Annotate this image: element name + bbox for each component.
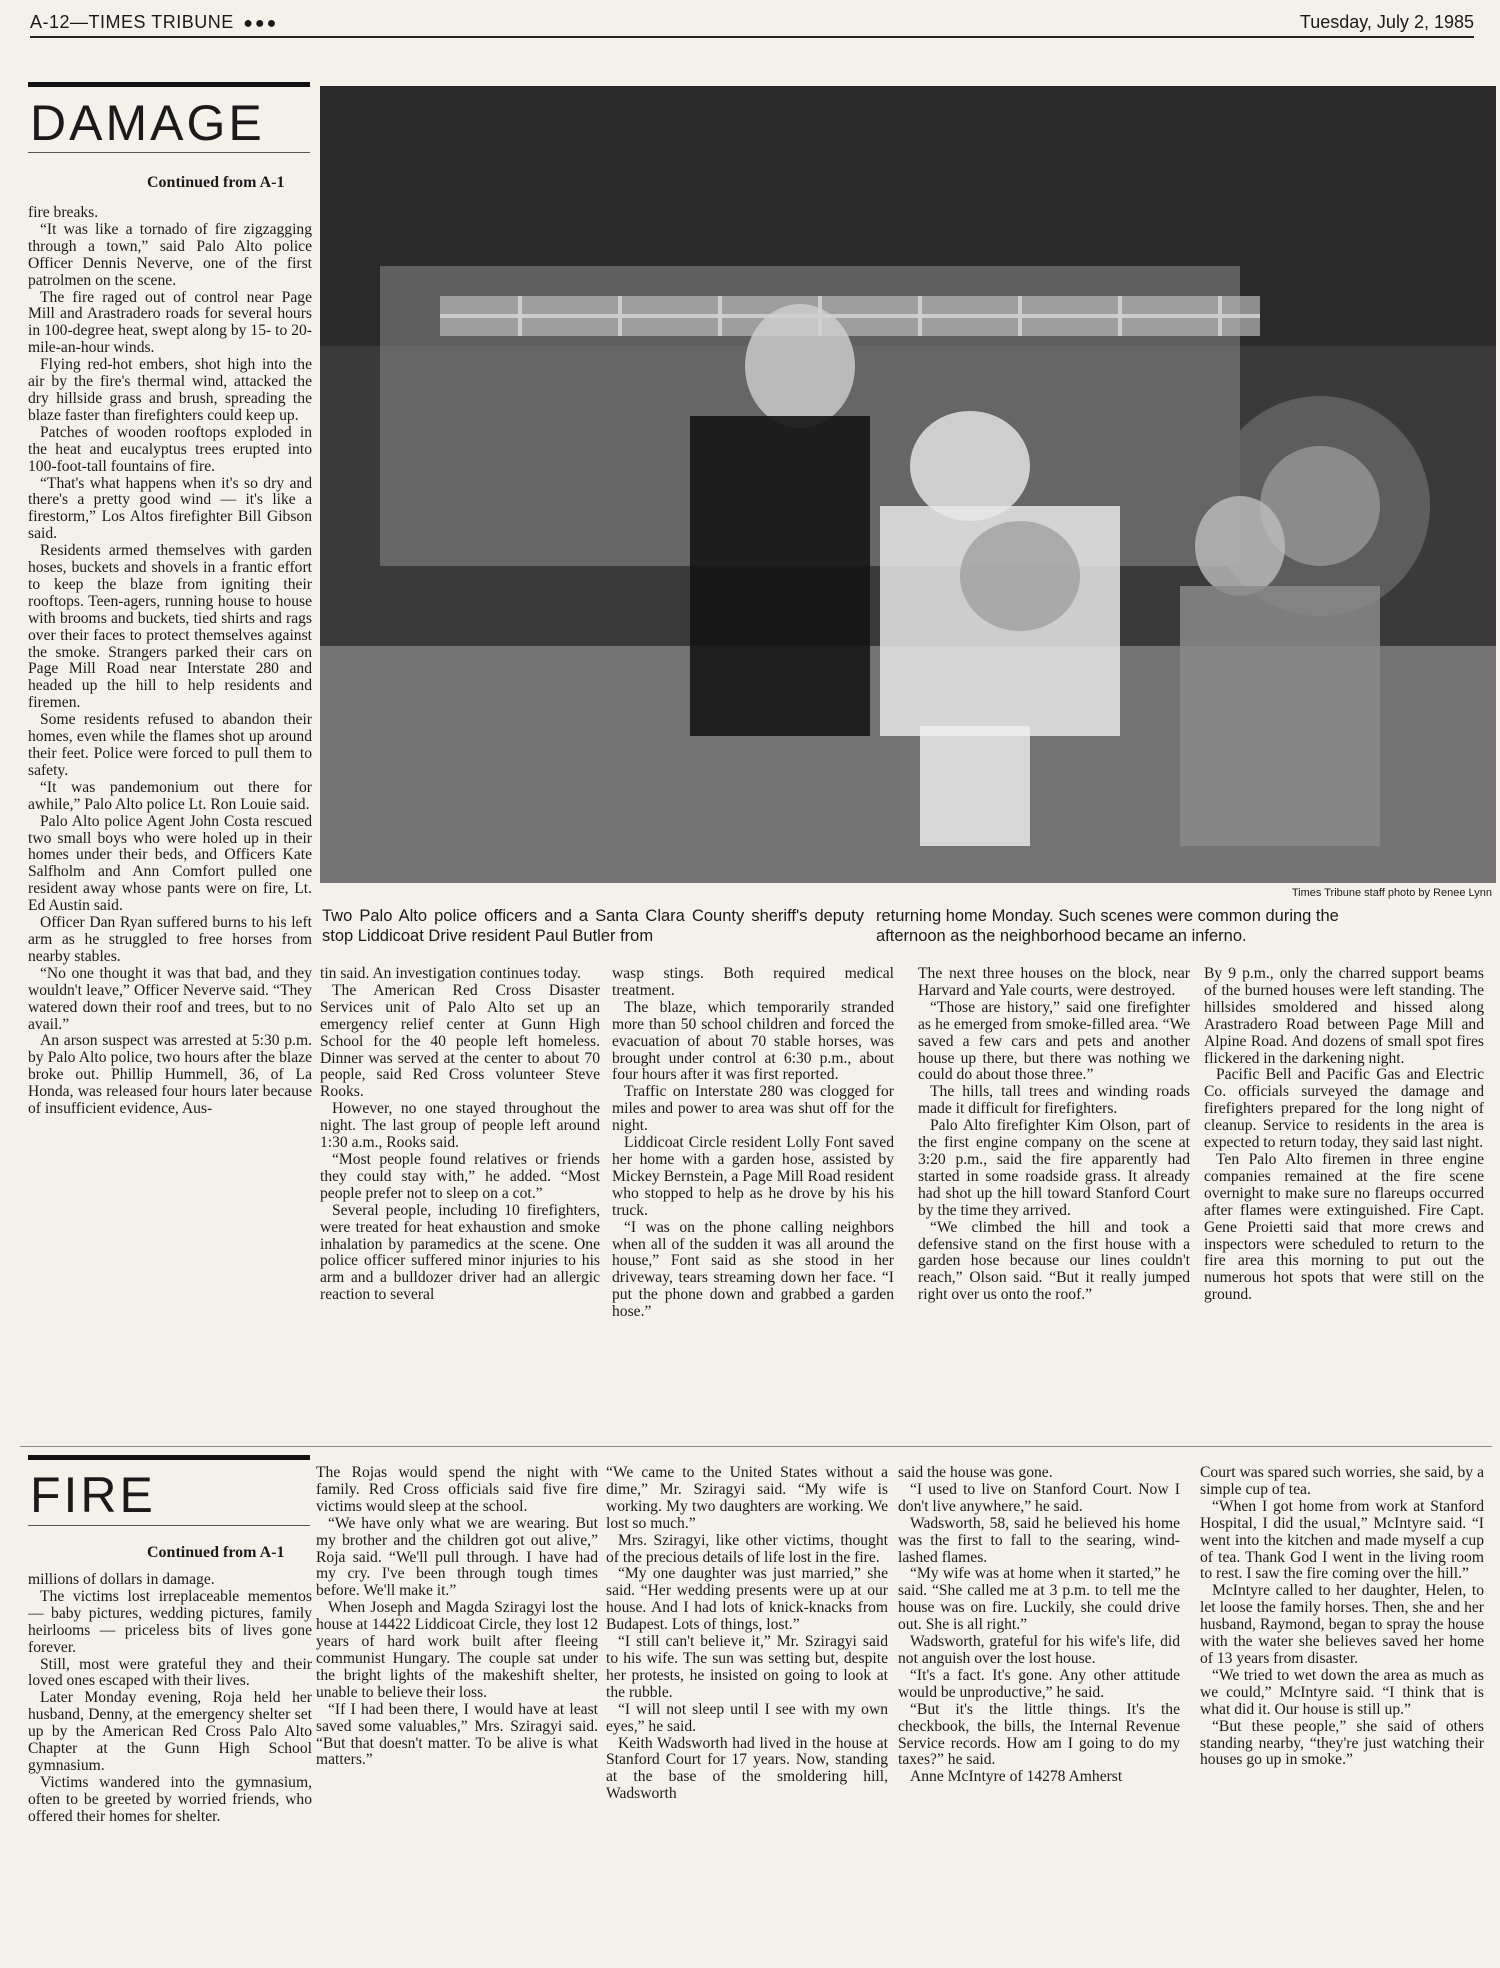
fire-column-3 bbox=[606, 1465, 888, 1935]
fire-column-1 bbox=[28, 1572, 312, 1932]
paragraph: wasp stings. Both required medical treatment. bbox=[612, 966, 894, 999]
damage-column-5 bbox=[1204, 966, 1484, 1441]
paragraph: Court was spared such worries, she said, by a simple cup of tea. bbox=[1200, 1465, 1484, 1498]
paragraph: “I still can't believe it,” Mr. Sziragyi said to his wife. The sun was setting but, despite her protests, he insisted on going to look at the rubble. bbox=[606, 1633, 888, 1701]
paragraph: “But these people,” she said of others standing nearby, “they're just watching their houses go up in smoke.” bbox=[1200, 1717, 1484, 1769]
paragraph: The American Red Cross Disaster Services unit of Palo Alto set up an emergency relief center at Gunn High School for the 40 people left homeless. Dinner was served at the center to about 70 people, said Red Cross volunteer Steve Rooks. bbox=[320, 981, 600, 1101]
paragraph: “I used to live on Stanford Court. Now I don't live anywhere,” he said. bbox=[898, 1480, 1180, 1515]
damage-column-4 bbox=[918, 966, 1190, 1441]
paragraph: Wadsworth, 58, said he believed his home was the first to fall to the searing, wind-lashed flames. bbox=[898, 1514, 1180, 1566]
damage-column-1 bbox=[28, 205, 312, 1443]
fire-column-4 bbox=[898, 1465, 1180, 1935]
page-number: A-12 bbox=[30, 12, 71, 32]
paragraph: The Rojas would spend the night with family. Red Cross officials said five fire victims would sleep at the school. bbox=[316, 1465, 598, 1515]
fire-continued-line: Continued from A-1 bbox=[147, 1544, 285, 1561]
paragraph: When Joseph and Magda Sziragyi lost the house at 14422 Liddicoat Circle, they lost 12 years of hard work built after fleeing communist Hungary. The couple sat under the bright lights of the makeshift shelter, unable to believe their loss. bbox=[316, 1599, 598, 1701]
page-folio bbox=[30, 8, 1474, 38]
paragraph: Several people, including 10 firefighters, were treated for heat exhaustion and smoke inhalation by paramedics at the scene. One police officer suffered minor injuries to his arm and a bulldozer driver had an allergic reaction to several bbox=[320, 1201, 600, 1304]
paragraph: Later Monday evening, Roja held her husband, Denny, at the emergency shelter set up by the American Red Cross Palo Alto Chapter at the Gunn High School gymnasium. bbox=[28, 1689, 312, 1774]
damage-headline: DAMAGE bbox=[30, 95, 265, 151]
damage-column-3 bbox=[612, 966, 894, 1441]
paragraph: Residents armed themselves with garden hoses, buckets and shovels in a frantic effort to keep the blaze from igniting their rooftops. Teen-agers, running house to house with brooms and buckets, tied shirts and rags over their faces to protect themselves against the smoke. Strangers parked their cars on Page Mill Road near Interstate 280 and headed up the hill to help residents and firemen. bbox=[28, 542, 312, 712]
paragraph: “That's what happens when it's so dry and there's a pretty good wind — it's like a firestorm,” Los Altos firefighter Bill Gibson said. bbox=[28, 474, 312, 543]
paragraph: By 9 p.m., only the charred support beams of the burned houses were left standing. The hillsides smoldered and hissed along Arastradero Road between Page Mill and Alpine Road. And dozens of small spot fires flickered in the darkening night. bbox=[1204, 966, 1484, 1067]
paragraph: McIntyre called to her daughter, Helen, to let loose the family horses. Then, she and her husband, Raymond, began to spray the house with the water she believes saved her home of 13 years from disaster. bbox=[1200, 1582, 1484, 1667]
section-divider bbox=[20, 1446, 1492, 1447]
paragraph: “My wife was at home when it started,” he said. “She called me at 3 p.m. to tell me the house was on fire. Luckily, she could drive out. She is all right.” bbox=[898, 1565, 1180, 1634]
paragraph: Wadsworth, grateful for his wife's life, did not anguish over the lost house. bbox=[898, 1633, 1180, 1667]
paragraph: Some residents refused to abandon their homes, even while the flames shot up around their feet. Police were forced to pull them to safety. bbox=[28, 711, 312, 779]
paragraph: The next three houses on the block, near Harvard and Yale courts, were destroyed. bbox=[918, 966, 1190, 999]
paragraph: “It was pandemonium out there for awhile,” Palo Alto police Lt. Ron Louie said. bbox=[28, 778, 312, 813]
paragraph: The fire raged out of control near Page Mill and Arastradero roads for several hours in 100-degree heat, swept along by 15- to 20-mile-an-hour winds. bbox=[28, 288, 312, 357]
fire-column-2 bbox=[316, 1465, 598, 1935]
fire-column-5 bbox=[1200, 1465, 1484, 1935]
paragraph: Keith Wadsworth had lived in the house at Stanford Court for 17 years. Now, standing at the base of the smoldering hill, Wadsworth bbox=[606, 1734, 888, 1803]
paragraph: Liddicoat Circle resident Lolly Font saved her home with a garden hose, assisted by Mickey Bernstein, a Page Mill Road resident who stopped to help as he drove by his his truck. bbox=[612, 1134, 894, 1219]
paragraph: “It's a fact. It's gone. Any other attitude would be unproductive,” he said. bbox=[898, 1666, 1180, 1701]
paragraph: Palo Alto firefighter Kim Olson, part of the first engine company on the scene at 3:20 p.m., said the fire apparently had started in some roadside grass. It already had shot up the hill toward Stanford Court by the time they arrived. bbox=[918, 1117, 1190, 1219]
paragraph: “I was on the phone calling neighbors when all of the sudden it was all around the house,” Font said as she stood in her driveway, tears streaming down her face. “I put the phone down and grabbed a garden hose.” bbox=[612, 1218, 894, 1321]
paragraph: Flying red-hot embers, shot high into the air by the fire's thermal wind, attacked the dry hillside grass and brush, spreading the blaze faster than firefighters could keep up. bbox=[28, 356, 312, 424]
paragraph: Anne McIntyre of 14278 Amherst bbox=[910, 1768, 1123, 1786]
fire-headline-rule bbox=[28, 1455, 310, 1460]
paragraph: “When I got home from work at Stanford Hospital, I did the usual,” McIntyre said. “I went into the kitchen and made myself a cup of tea. Thank God I went in the living room to rest. I saw the fire coming over the hill.” bbox=[1200, 1497, 1484, 1583]
paragraph: Officer Dan Ryan suffered burns to his left arm as he struggled to free horses from nearby stables. bbox=[28, 914, 312, 965]
paragraph: “Those are history,” said one firefighter as he emerged from smoke-filled area. “We saved a few cars and pets and another house up there, but there was nothing we could do about those three.” bbox=[918, 998, 1190, 1084]
paragraph: The hills, tall trees and winding roads made it difficult for firefighters. bbox=[918, 1083, 1190, 1118]
folio-dots: ●●● bbox=[243, 15, 279, 32]
paragraph: However, no one stayed throughout the night. The last group of people left around 1:30 a.m., Rooks said. bbox=[320, 1100, 600, 1152]
paragraph: “We climbed the hill and took a defensive stand on the first house with a garden hose because our lines couldn't reach,” Olson said. “But it really jumped right over us onto the roof.” bbox=[918, 1218, 1190, 1304]
folio-left: A-12—TIMES TRIBUNE ●●● bbox=[30, 12, 279, 32]
paragraph: “I will not sleep until I see with my own eyes,” he said. bbox=[606, 1700, 888, 1735]
damage-continued-line: Continued from A-1 bbox=[147, 174, 285, 191]
photo-caption-left: Two Palo Alto police officers and a Santa Clara County sheriff's deputy stop Liddicoat Drive resident Paul Butler from bbox=[322, 907, 864, 945]
paragraph: Patches of wooden rooftops exploded in the heat and eucalyptus trees erupted into 100-foot-tall fountains of fire. bbox=[28, 423, 312, 475]
paragraph: The victims lost irreplaceable mementos — baby pictures, wedding pictures, family heirlooms — priceless bits of lives gone forever. bbox=[28, 1587, 312, 1656]
damage-column-2 bbox=[320, 966, 600, 1441]
paragraph: Still, most were grateful they and their loved ones escaped with their lives. bbox=[28, 1655, 312, 1690]
paragraph: “No one thought it was that bad, and they wouldn't leave,” Officer Neverve said. “They watered down their roof and trees, but to no avail.” bbox=[28, 964, 312, 1033]
photo-caption-right: returning home Monday. Such scenes were common during the afternoon as the neighborhood became an inferno. bbox=[876, 907, 1339, 945]
paragraph: “Most people found relatives or friends they could stay with,” he added. “Most people prefer not to sleep on a cot.” bbox=[320, 1150, 600, 1202]
issue-date: Tuesday, July 2, 1985 bbox=[1299, 12, 1474, 32]
paragraph: Traffic on Interstate 280 was clogged for miles and power to area was shut off for the night. bbox=[612, 1083, 894, 1135]
paragraph: millions of dollars in damage. bbox=[28, 1572, 215, 1588]
paragraph: The blaze, which temporarily stranded more than 50 school children and forced the evacuation of about 70 stable horses, was brought under control at 6:30 p.m., about four hours after it was first reported. bbox=[612, 998, 894, 1084]
paragraph: Victims wandered into the gymnasium, often to be greeted by worried friends, who offered their homes for shelter. bbox=[28, 1773, 312, 1825]
paragraph: said the house was gone. bbox=[898, 1465, 1053, 1481]
damage-photo bbox=[320, 86, 1496, 883]
paragraph: “We have only what we are wearing. But my brother and the children got out alive,” Roja said. “We'll pull through. I have had my cry. I've been through tough times before. We'll make it.” bbox=[316, 1514, 598, 1600]
paragraph: Palo Alto police Agent John Costa rescued two small boys who were holed up in their homes under their beds, and Officers Kate Salfholm and Ann Comfort pulled one resident away whose pants were on fire, Lt. Ed Austin said. bbox=[28, 812, 312, 915]
paragraph: “If I had been there, I would have at least saved some valuables,” Mrs. Sziragyi said. “But that doesn't matter. To be alive is what matters.” bbox=[316, 1700, 598, 1769]
fire-headline-underrule bbox=[28, 1525, 310, 1526]
paragraph: An arson suspect was arrested at 5:30 p.m. by Palo Alto police, two hours after the blaze broke out. Phillip Hummell, 36, of La Honda, was released four hours later because of insufficient evidence, Aus- bbox=[28, 1032, 312, 1118]
paragraph: tin said. An investigation continues today. bbox=[320, 966, 582, 982]
paragraph: Pacific Bell and Pacific Gas and Electric Co. officials surveyed the damage and firefighters prepared for the long night of cleanup. Service to residents in the area is expected to return today, they said last night. bbox=[1204, 1066, 1484, 1152]
paragraph: “My one daughter was just married,” she said. “Her wedding presents were up at our house. And I had lots of knick-knacks from Budapest. Lots of things, lost.” bbox=[606, 1565, 888, 1634]
damage-headline-underrule bbox=[28, 152, 310, 153]
paragraph: “But it's the little things. It's the checkbook, the bills, the Internal Revenue Service records. How am I going to do my taxes?” he said. bbox=[898, 1700, 1180, 1769]
paragraph: “It was like a tornado of fire zigzagging through a town,” said Palo Alto police Officer Dennis Neverve, one of the first patrolmen on the scene. bbox=[28, 220, 312, 289]
paragraph: Mrs. Sziragyi, like other victims, thought of the precious details of life lost in the fire. bbox=[606, 1531, 888, 1566]
damage-headline-rule bbox=[28, 82, 310, 87]
photo-credit: Times Tribune staff photo by Renee Lynn bbox=[1291, 887, 1492, 899]
paper-name: TIMES TRIBUNE bbox=[88, 12, 234, 32]
fire-headline: FIRE bbox=[30, 1467, 156, 1523]
paragraph: Ten Palo Alto firemen in three engine companies remained at the fire scene overnight to make sure no flareups occurred after flames were extinguished. Fire Capt. Gene Proietti said that more crews and inspectors were scheduled to return to the fire area this morning to put out the numerous hot spots that were still on the ground. bbox=[1204, 1150, 1484, 1304]
paragraph: “We tried to wet down the area as much as we could,” McIntyre said. “I think that is what did it. Our house is still up.” bbox=[1200, 1666, 1484, 1718]
photo-scene bbox=[320, 86, 1496, 883]
paragraph: “We came to the United States without a dime,” Mr. Sziragyi said. “My wife is working. My two daughters are working. We lost so much.” bbox=[606, 1465, 888, 1532]
paragraph: fire breaks. bbox=[28, 205, 99, 221]
